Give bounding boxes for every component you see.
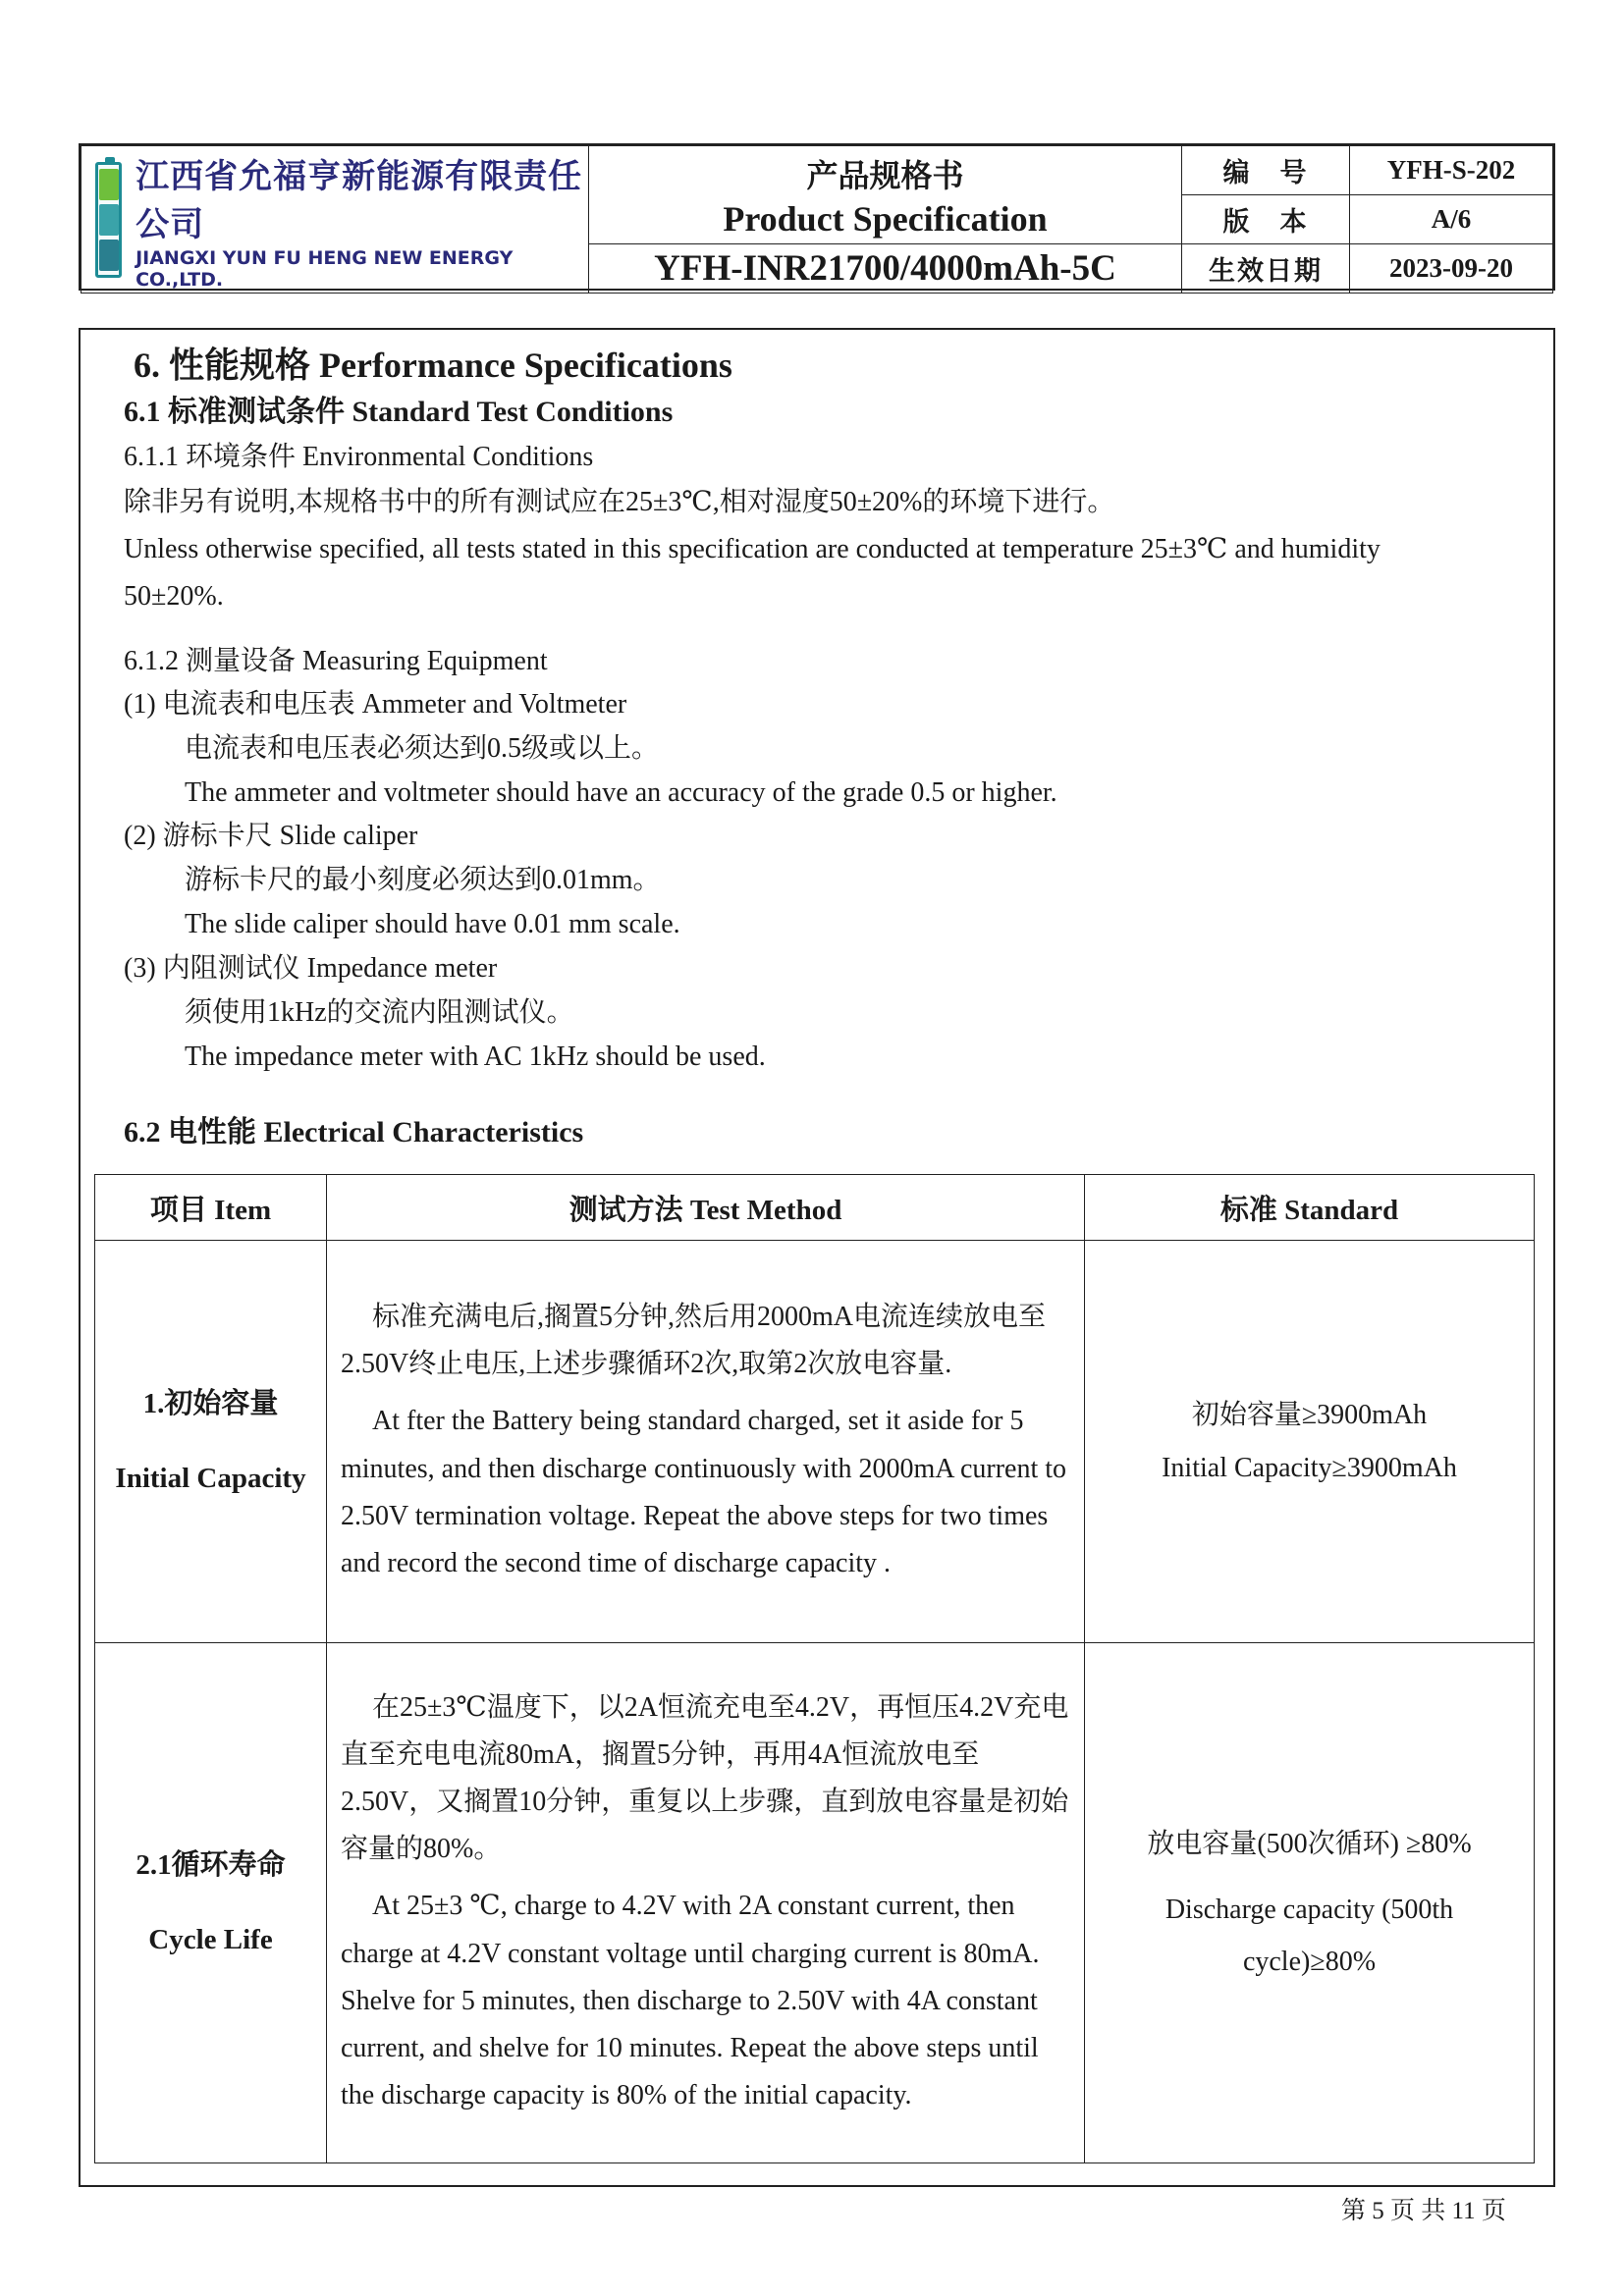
equip-ammeter-en: The ammeter and voltmeter should have an accuracy of the grade 0.5 or higher.	[185, 777, 1057, 808]
env-conditions-en-line1: Unless otherwise specified, all tests stated in this specification are conducted at temperature 25±3℃ and humidity	[124, 534, 1380, 564]
method-en: At 25±3 ℃, charge to 4.2V with 2A constant current, then charge at 4.2V constant voltage until charging current is 80mA. Shelve for 5 minutes, then discharge to 2.50V with 4A constant current, and shelve for 10 minutes. Repeat the above steps until the discharge capacity is 80% of the initial capacity.	[341, 1891, 1040, 2111]
version-value: A/6	[1350, 195, 1553, 244]
table-header-row	[95, 1175, 1535, 1241]
equip-caliper-title: (2) 游标卡尺 Slide caliper	[124, 821, 418, 851]
section-6-title: 6. 性能规格 Performance Specifications	[134, 346, 732, 385]
method-initial-capacity	[327, 1241, 1085, 1643]
item-en: Initial Capacity	[115, 1462, 306, 1494]
standard-initial-capacity	[1085, 1241, 1535, 1643]
equip-impedance-en: The impedance meter with AC 1kHz should be used.	[185, 1041, 766, 1072]
title-en: Product Specification	[723, 198, 1048, 239]
doc-number-label: 编 号	[1182, 146, 1350, 195]
page-number: 第 5 页 共 11 页	[1341, 2198, 1506, 2224]
method-cn: 在25±3℃温度下，以2A恒流充电至4.2V，再恒压4.2V充电直至充电电流80mA，搁置5分钟，再用4A恒流放电至2.50V，又搁置10分钟，重复以上步骤，直到放电容量是初始容量的80%。	[341, 1691, 1069, 1865]
equip-caliper-cn: 游标卡尺的最小刻度必须达到0.01mm。	[185, 865, 661, 895]
content-frame	[79, 328, 1555, 2187]
electrical-characteristics-table	[94, 1174, 1535, 2163]
section-6-1-1-title: 6.1.1 环境条件 Environmental Conditions	[124, 442, 594, 472]
equip-ammeter-cn: 电流表和电压表必须达到0.5级或以上。	[185, 733, 660, 764]
title-cn: 产品规格书	[806, 157, 964, 193]
item-cn: 1.初始容量	[142, 1388, 279, 1420]
section-6-2-title: 6.2 电性能 Electrical Characteristics	[124, 1116, 584, 1148]
method-cycle-life	[327, 1643, 1085, 2163]
effective-date-label: 生效日期	[1182, 244, 1350, 294]
section-6-1-title: 6.1 标准测试条件 Standard Test Conditions	[124, 396, 674, 428]
table-row	[95, 1643, 1535, 2163]
equip-impedance-title: (3) 内阻测试仪 Impedance meter	[124, 953, 498, 984]
header-standard: 标准 Standard	[1085, 1175, 1535, 1241]
standard-en: Discharge capacity (500th cycle)≥80%	[1164, 1894, 1454, 1978]
version-label: 版 本	[1182, 195, 1350, 244]
standard-cycle-life	[1085, 1643, 1535, 2163]
equip-impedance-cn: 须使用1kHz的交流内阻测试仪。	[185, 997, 574, 1028]
header-test-method: 测试方法 Test Method	[327, 1175, 1085, 1241]
standard-cn: 放电容量(500次循环) ≥80%	[1147, 1828, 1472, 1859]
table-row	[95, 1241, 1535, 1643]
section-6-1-2-title: 6.1.2 测量设备 Measuring Equipment	[124, 646, 548, 676]
item-cn: 2.1循环寿命	[135, 1849, 286, 1882]
battery-logo-icon	[95, 162, 122, 278]
equip-ammeter-title: (1) 电流表和电压表 Ammeter and Voltmeter	[124, 689, 627, 720]
item-cycle-life	[95, 1643, 327, 2163]
item-en: Cycle Life	[148, 1923, 273, 1955]
document-title	[589, 146, 1182, 244]
header-item: 项目 Item	[95, 1175, 327, 1241]
standard-en: Initial Capacity≥3900mAh	[1162, 1452, 1457, 1483]
company-name-en: JIANGXI YUN FU HENG NEW ENERGY CO.,LTD.	[135, 246, 514, 291]
product-model: YFH-INR21700/4000mAh-5C	[589, 244, 1182, 294]
equip-caliper-en: The slide caliper should have 0.01 mm scale.	[185, 909, 680, 939]
method-cn: 标准充满电后,搁置5分钟,然后用2000mA电流连续放电至2.50V终止电压,上述步骤循环2次,取第2次放电容量.	[341, 1302, 1047, 1380]
method-en: At fter the Battery being standard charged, set it aside for 5 minutes, and then discharge continuously with 2000mA current to 2.50V termination voltage. Repeat the above steps for two times and record the second time of discharge capacity .	[341, 1406, 1067, 1578]
company-logo-cell	[81, 146, 589, 294]
effective-date-value: 2023-09-20	[1350, 244, 1553, 294]
company-name-cn: 江西省允福亨新能源有限责任公司	[135, 156, 583, 244]
env-conditions-en-line2: 50±20%.	[124, 581, 224, 612]
env-conditions-cn: 除非另有说明,本规格书中的所有测试应在25±3℃,相对湿度50±20%的环境下进行。	[124, 487, 1115, 517]
standard-cn: 初始容量≥3900mAh	[1191, 1400, 1428, 1431]
document-header	[79, 143, 1555, 291]
item-initial-capacity	[95, 1241, 327, 1643]
doc-number-value: YFH-S-202	[1350, 146, 1553, 195]
